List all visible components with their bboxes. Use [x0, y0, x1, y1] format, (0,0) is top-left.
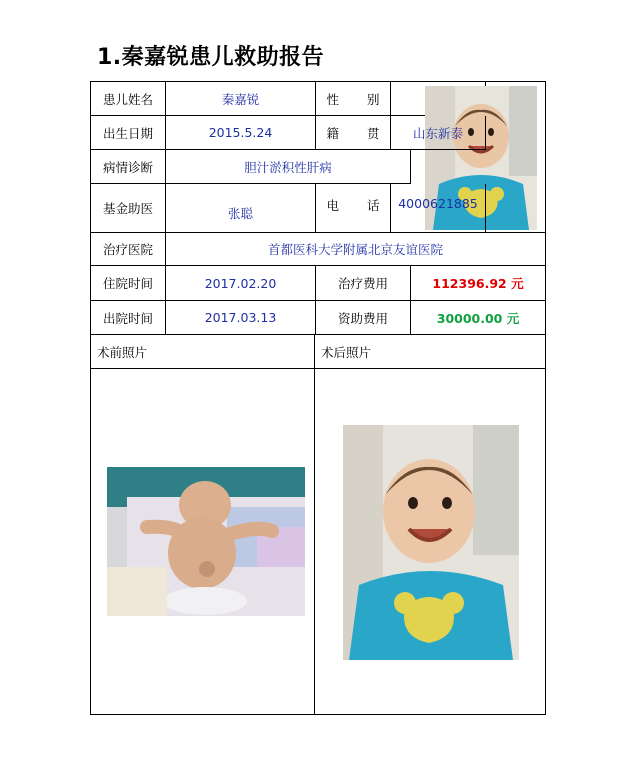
origin-label: 籍 贯	[316, 116, 391, 150]
doctor-value: 张聪	[166, 184, 316, 233]
gender-label: 性 别	[316, 82, 391, 116]
page-title: 1.秦嘉锐患儿救助报告	[97, 45, 325, 70]
diagnosis-value: 胆汁淤积性肝病	[166, 150, 411, 184]
doctor-label: 基金助医	[91, 184, 166, 233]
discharge-label: 出院时间	[91, 301, 166, 335]
admit-label: 住院时间	[91, 266, 166, 301]
diagnosis-label: 病情诊断	[91, 150, 166, 184]
birth-label: 出生日期	[91, 116, 166, 150]
phone-label: 电 话	[316, 184, 391, 233]
name-label: 患儿姓名	[91, 82, 166, 116]
admit-value: 2017.02.20	[166, 266, 316, 301]
origin-value: 山东新泰	[391, 116, 486, 150]
aid-value: 30000.00 元	[411, 301, 545, 335]
name-value: 秦嘉锐	[166, 82, 316, 116]
discharge-value: 2017.03.13	[166, 301, 316, 335]
phone-value: 4000621885	[391, 184, 486, 233]
after-photo	[343, 425, 519, 660]
hospital-value: 首都医科大学附属北京友谊医院	[166, 233, 545, 266]
birth-value: 2015.5.24	[166, 116, 316, 150]
before-photo-label: 术前照片	[91, 335, 315, 369]
before-photo	[107, 467, 305, 616]
cost-label: 治疗费用	[316, 266, 411, 301]
report-table	[90, 81, 546, 715]
cost-value: 112396.92 元	[411, 266, 545, 301]
hospital-label: 治疗医院	[91, 233, 166, 266]
after-photo-label: 术后照片	[315, 335, 545, 369]
aid-label: 资助费用	[316, 301, 411, 335]
